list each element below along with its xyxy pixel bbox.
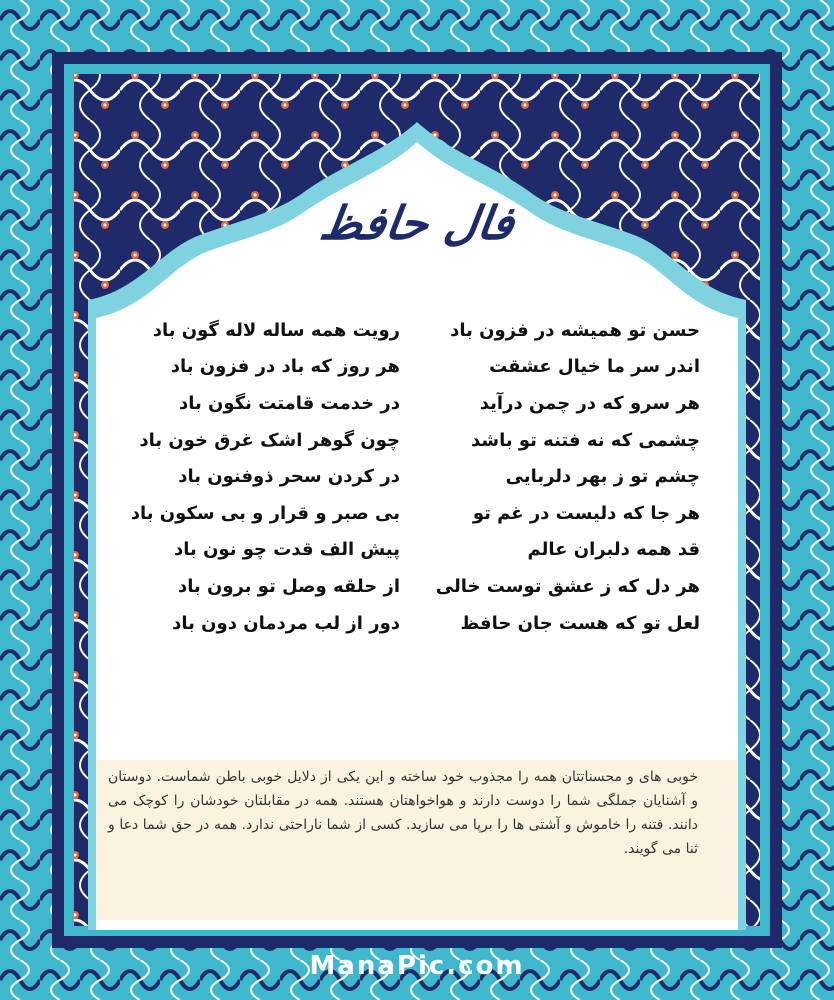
couplet bbox=[140, 312, 700, 349]
verse-first: اندر سر ما خیال عشقت bbox=[489, 356, 700, 378]
couplet bbox=[130, 495, 700, 532]
verse-second: بی صبر و قرار و بی سکون باد bbox=[130, 502, 400, 524]
verse-first: چشمی که نه فتنه تو باشد bbox=[470, 429, 700, 451]
verse-second: دور از لب مردمان دون باد bbox=[172, 612, 400, 634]
couplet bbox=[140, 349, 700, 386]
verse-second: پیش الف قدت چو نون باد bbox=[174, 539, 400, 561]
verse-second: در کردن سحر ذوفنون باد bbox=[178, 466, 400, 488]
couplet bbox=[140, 422, 700, 459]
verse-first: حسن تو همیشه در فزون باد bbox=[450, 319, 700, 341]
verse-first: هر سرو که در چمن درآید bbox=[479, 392, 700, 414]
interpretation-text: خوبی های و محسناتتان همه را مجذوب خود ساخته و این یکی از دلایل خوبی باطن شماست. دوستان و آشنایان جملگی شما را دوست دارند و هواخواهتان هستند. همه در مقابلتان خودشان را کوچک می دانند. فتنه را خاموش و آشتی ها را برپا می سازید. کسی از شما ناراحتی ندارد. همه در حق شما دعا و ثنا می گویند. bbox=[108, 769, 698, 857]
couplet bbox=[140, 568, 700, 605]
watermark: ManaPic.com bbox=[309, 951, 525, 981]
verse-second: از حلقه وصل تو برون باد bbox=[177, 575, 400, 597]
couplet bbox=[140, 458, 700, 495]
poem bbox=[130, 312, 700, 641]
verse-first: لعل تو که هست جان حافظ bbox=[460, 612, 700, 634]
couplet bbox=[140, 532, 700, 569]
verse-first: چشم تو ز بهر دلربایی bbox=[505, 466, 700, 488]
page-title: فال حافظ bbox=[316, 196, 518, 250]
verse-second: چون گوهر اشک غرق خون باد bbox=[139, 429, 400, 451]
verse-first: هر دل که ز عشق توست خالی bbox=[435, 575, 700, 597]
verse-first: قد همه دلبران عالم bbox=[527, 539, 700, 561]
verse-first: هر جا که دلیست در غم تو bbox=[472, 502, 700, 524]
verse-second: رویت همه ساله لاله گون باد bbox=[152, 319, 400, 341]
verse-second: هر روز که باد در فزون باد bbox=[170, 356, 400, 378]
couplet bbox=[140, 605, 700, 642]
verse-second: در خدمت قامتت نگون باد bbox=[179, 392, 400, 414]
couplet bbox=[140, 385, 700, 422]
